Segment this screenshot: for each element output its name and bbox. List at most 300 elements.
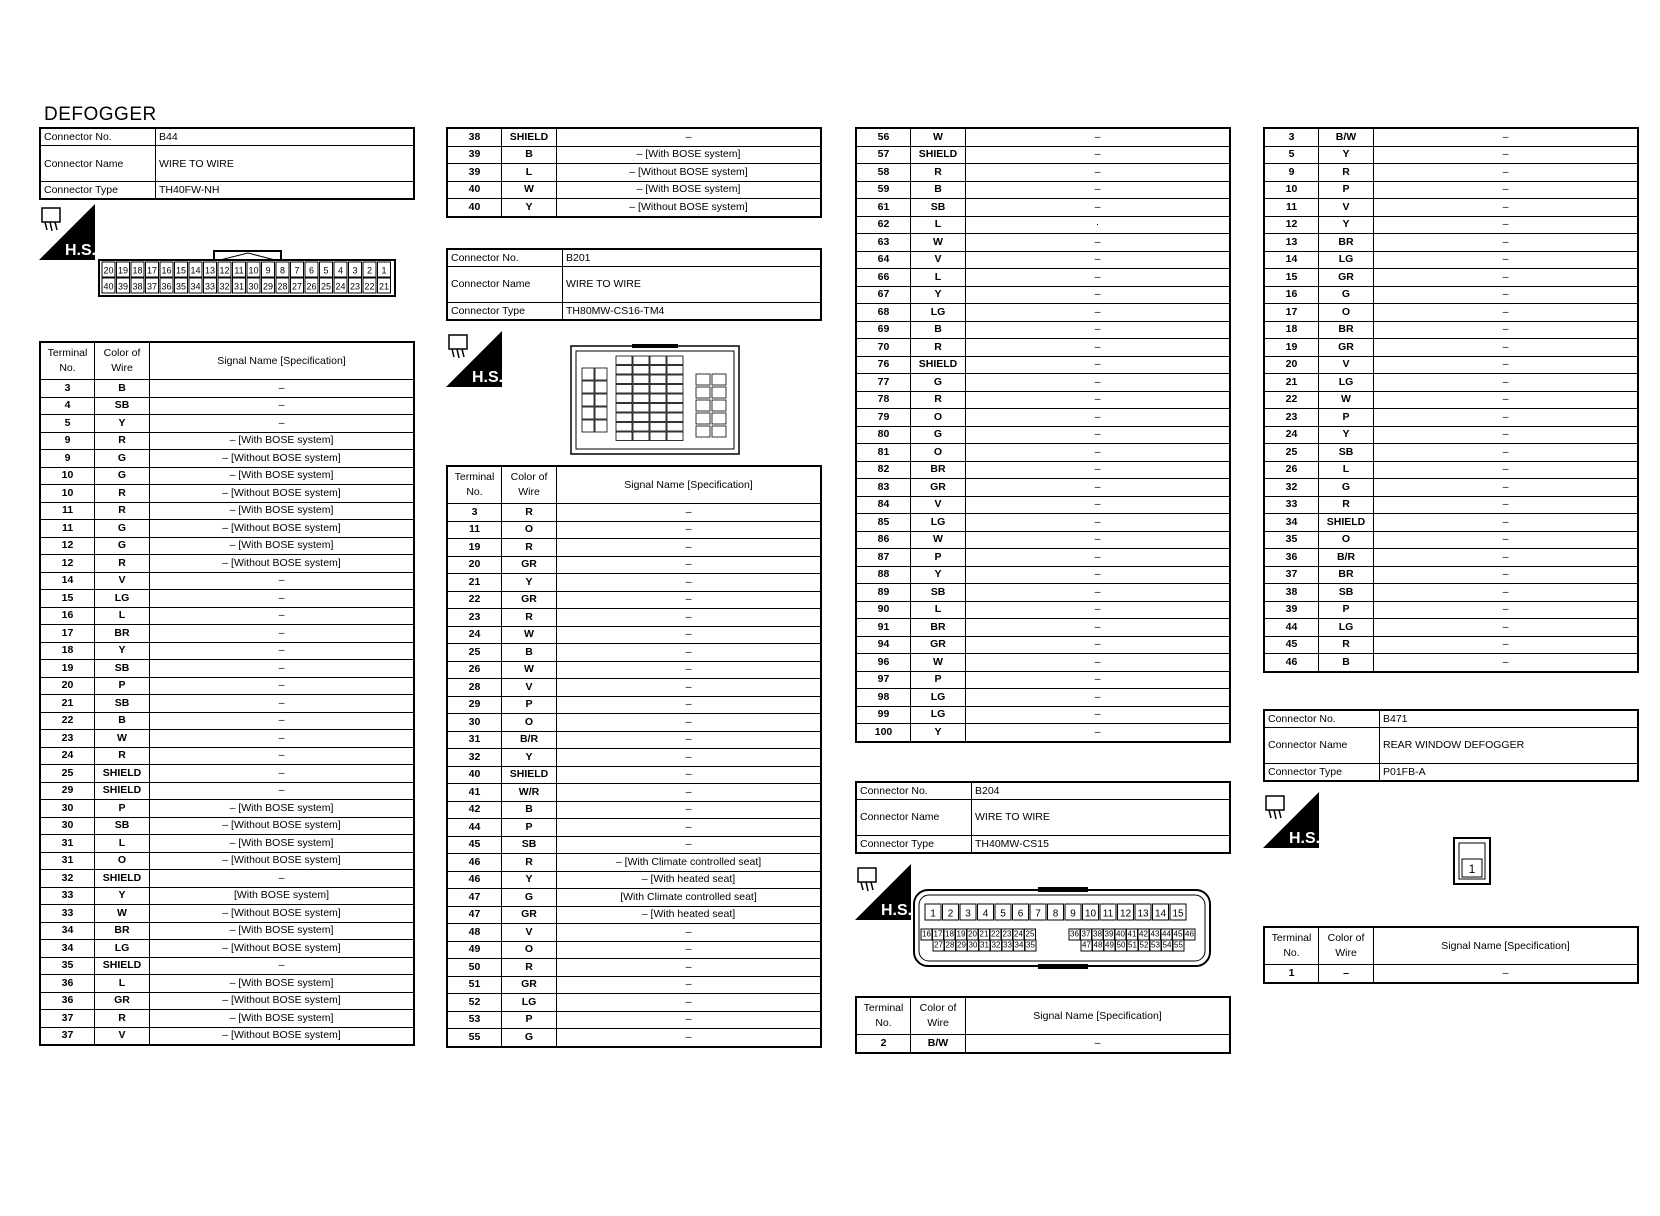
signal-name-cell: – [With BOSE system]	[150, 432, 415, 450]
signal-name-cell: –	[557, 504, 822, 522]
terminal-no-cell: 69	[856, 321, 911, 339]
terminal-no-cell: 86	[856, 531, 911, 549]
table-row	[40, 922, 414, 940]
terminal-no-cell: 81	[856, 444, 911, 462]
terminal-no-cell: 19	[447, 539, 502, 557]
table-row	[1264, 514, 1638, 532]
signal-name-cell: –	[1374, 409, 1639, 427]
cavity	[616, 375, 632, 384]
terminal-no-cell: 91	[856, 619, 911, 637]
signal-name-cell: –	[966, 304, 1231, 322]
pin-number: 13	[1137, 908, 1149, 920]
pin-number: 51	[1128, 940, 1137, 950]
wire-color-cell: Y	[502, 199, 557, 217]
wire-color-cell: B	[1319, 654, 1374, 672]
signal-name-cell: –	[557, 574, 822, 592]
table-row	[40, 520, 414, 538]
cavity	[667, 356, 683, 365]
table-row	[856, 409, 1230, 427]
wire-color-cell: L	[95, 835, 150, 853]
signal-name-cell: [With Climate controlled seat]	[557, 889, 822, 907]
signal-name-cell: – [With BOSE system]	[150, 1010, 415, 1028]
wire-color-cell: P	[1319, 601, 1374, 619]
table-row	[1264, 216, 1638, 234]
terminal-no-cell: 56	[856, 128, 911, 146]
signal-name-cell: –	[557, 128, 822, 146]
wire-color-cell: SHIELD	[95, 870, 150, 888]
terminal-no-cell: 16	[40, 607, 95, 625]
connector-type-label: Connector Type	[1264, 763, 1380, 781]
table-row	[1264, 654, 1638, 672]
table-row	[447, 801, 821, 819]
terminal-no-cell: 39	[447, 146, 502, 164]
wire-color-cell: BR	[1319, 234, 1374, 252]
table-row	[856, 531, 1230, 549]
wire-color-cell: V	[911, 251, 966, 269]
wire-color-cell: R	[911, 164, 966, 182]
pin-number: 18	[132, 265, 143, 276]
signal-name-cell: –	[966, 1035, 1231, 1053]
header-signal-name: Signal Name [Specification]	[966, 997, 1231, 1035]
cavity	[616, 356, 632, 365]
pin-number: 39	[117, 281, 129, 292]
wire-color-cell: L	[911, 601, 966, 619]
terminal-no-cell: 64	[856, 251, 911, 269]
connector-name-label: Connector Name	[447, 266, 563, 302]
wire-color-cell: G	[95, 467, 150, 485]
pin-number: 48	[1093, 940, 1103, 950]
pin-number: 46	[1185, 929, 1194, 939]
terminal-no-cell: 25	[447, 644, 502, 662]
table-row	[447, 1029, 821, 1047]
wire-color-cell: Y	[911, 724, 966, 742]
signal-name-cell: –	[966, 706, 1231, 724]
wire-color-cell: LG	[1319, 251, 1374, 269]
table-row	[1264, 269, 1638, 287]
terminal-no-cell: 46	[1264, 654, 1319, 672]
pin-number: 37	[146, 281, 158, 292]
wire-color-cell: L	[502, 164, 557, 182]
pin-number: 52	[1139, 940, 1149, 950]
wire-color-cell: GR	[502, 591, 557, 609]
connector-info-b204	[855, 781, 1231, 854]
pin-number: 8	[1052, 908, 1059, 920]
wire-color-cell: BR	[1319, 321, 1374, 339]
terminal-no-cell: 15	[1264, 269, 1319, 287]
terminal-no-cell: 34	[40, 940, 95, 958]
table-row	[1264, 164, 1638, 182]
signal-name-cell: –	[966, 636, 1231, 654]
cavity	[650, 375, 666, 384]
pin-number: 17	[146, 265, 158, 276]
wire-color-cell: B	[502, 644, 557, 662]
terminal-no-cell: 87	[856, 549, 911, 567]
column-4-terminal	[1263, 926, 1639, 984]
table-row	[1264, 619, 1638, 637]
wire-color-cell: Y	[95, 415, 150, 433]
pin-number: 14	[190, 265, 201, 276]
table-row	[40, 590, 414, 608]
pin-number: 7	[1035, 908, 1041, 920]
terminal-no-cell: 36	[40, 992, 95, 1010]
cavity	[650, 404, 666, 413]
wire-color-cell: O	[502, 714, 557, 732]
table-row	[40, 887, 414, 905]
wire-color-cell: SHIELD	[95, 957, 150, 975]
pin-number: 4	[982, 908, 989, 920]
terminal-no-cell: 36	[40, 975, 95, 993]
terminal-no-cell: 38	[447, 128, 502, 146]
header-signal-name: Signal Name [Specification]	[557, 466, 822, 504]
signal-name-cell: –	[966, 374, 1231, 392]
wire-color-cell: LG	[95, 940, 150, 958]
pin-number: 42	[1139, 929, 1148, 939]
terminal-no-cell: 31	[40, 852, 95, 870]
signal-name-cell: –	[557, 1011, 822, 1029]
table-row	[856, 339, 1230, 357]
table-row	[856, 181, 1230, 199]
table-row	[1264, 321, 1638, 339]
table-row	[447, 749, 821, 767]
pin-number: 13	[204, 265, 216, 276]
pin-number: 28	[945, 940, 955, 950]
wire-color-cell: R	[502, 959, 557, 977]
cavity	[582, 381, 594, 393]
signal-name-cell: – [Without BOSE system]	[150, 940, 415, 958]
signal-name-cell: –	[966, 251, 1231, 269]
terminal-no-cell: 68	[856, 304, 911, 322]
signal-name-cell: –	[966, 146, 1231, 164]
table-row	[40, 992, 414, 1010]
connector-info-b201	[446, 248, 822, 321]
wire-color-cell: W	[911, 234, 966, 252]
cavity	[582, 420, 594, 432]
signal-name-cell: –	[557, 644, 822, 662]
cavity	[582, 368, 594, 380]
terminal-no-cell: 66	[856, 269, 911, 287]
terminal-no-cell: 25	[40, 765, 95, 783]
table-row	[40, 695, 414, 713]
wire-color-cell: B	[502, 801, 557, 819]
signal-name-cell: – [With heated seat]	[557, 906, 822, 924]
signal-name-cell: –	[150, 660, 415, 678]
terminal-no-cell: 5	[40, 415, 95, 433]
wire-color-cell: Y	[95, 887, 150, 905]
pin-number: 25	[320, 281, 332, 292]
pin-number: 24	[335, 281, 346, 292]
terminal-no-cell: 63	[856, 234, 911, 252]
signal-name-cell: –	[1374, 181, 1639, 199]
signal-name-cell: – [Without BOSE system]	[150, 852, 415, 870]
table-row	[856, 234, 1230, 252]
wire-color-cell: GR	[911, 479, 966, 497]
wire-color-cell: W	[911, 128, 966, 146]
wire-color-cell: BR	[1319, 566, 1374, 584]
wire-color-cell: GR	[1319, 339, 1374, 357]
wire-color-cell: R	[502, 609, 557, 627]
wire-color-cell: W	[502, 626, 557, 644]
signal-name-cell: –	[150, 625, 415, 643]
terminal-no-cell: 12	[40, 537, 95, 555]
pin-number: 40	[103, 281, 114, 292]
terminal-no-cell: 90	[856, 601, 911, 619]
connector-name-value: REAR WINDOW DEFOGGER	[1380, 727, 1639, 763]
terminal-no-cell: 83	[856, 479, 911, 497]
signal-name-cell: –	[1374, 356, 1639, 374]
signal-name-cell: –	[966, 654, 1231, 672]
terminal-no-cell: 85	[856, 514, 911, 532]
signal-name-cell: –	[557, 591, 822, 609]
terminal-no-cell: 22	[40, 712, 95, 730]
signal-name-cell: – [With BOSE system]	[150, 502, 415, 520]
terminal-no-cell: 23	[1264, 409, 1319, 427]
pin-number: 36	[1070, 929, 1079, 939]
terminal-no-cell: 31	[40, 835, 95, 853]
wire-color-cell: B/R	[502, 731, 557, 749]
table-row	[447, 976, 821, 994]
pin-number: 9	[265, 265, 271, 276]
terminal-no-cell: 61	[856, 199, 911, 217]
signal-name-cell: –	[557, 766, 822, 784]
signal-name-cell: – [With heated seat]	[557, 871, 822, 889]
terminal-no-cell: 45	[447, 836, 502, 854]
wire-color-cell: G	[95, 450, 150, 468]
terminal-no-cell: 46	[447, 854, 502, 872]
terminal-no-cell: 99	[856, 706, 911, 724]
wire-color-cell: GR	[502, 976, 557, 994]
connector-diagram-b201	[570, 344, 742, 463]
wire-color-cell: O	[911, 409, 966, 427]
wire-color-cell: Y	[502, 871, 557, 889]
signal-name-cell: –	[1374, 199, 1639, 217]
signal-name-cell: –	[966, 128, 1231, 146]
wire-color-cell: V	[911, 496, 966, 514]
pin-number: 20	[103, 265, 114, 276]
table-row	[447, 766, 821, 784]
wire-color-cell: R	[95, 432, 150, 450]
wire-color-cell: SB	[1319, 444, 1374, 462]
pin-number: 16	[161, 265, 172, 276]
wire-color-cell: V	[95, 572, 150, 590]
terminal-no-cell: 21	[1264, 374, 1319, 392]
wire-color-cell: Y	[1319, 146, 1374, 164]
wire-color-cell: R	[1319, 164, 1374, 182]
signal-name-cell: –	[150, 765, 415, 783]
cavity	[667, 394, 683, 403]
terminal-no-cell: 23	[40, 730, 95, 748]
terminal-no-cell: 37	[1264, 566, 1319, 584]
terminal-no-cell: 49	[447, 941, 502, 959]
table-row	[1264, 636, 1638, 654]
pin-number: 3	[352, 265, 358, 276]
signal-name-cell: –	[150, 607, 415, 625]
signal-name-cell: – [Without BOSE system]	[150, 555, 415, 573]
wire-color-cell: G	[1319, 479, 1374, 497]
pin-number: 47	[1082, 940, 1091, 950]
page-title: DEFOGGER	[44, 104, 157, 125]
connector-type-value: TH40MW-CS15	[972, 835, 1231, 853]
terminal-no-cell: 67	[856, 286, 911, 304]
connector-name-label: Connector Name	[1264, 727, 1380, 763]
table-row	[1264, 965, 1638, 983]
pin-number: 1	[381, 265, 387, 276]
wire-color-cell: BR	[911, 461, 966, 479]
table-row	[856, 146, 1230, 164]
svg-text:H.S.: H.S.	[472, 369, 502, 386]
cavity	[633, 423, 649, 432]
terminal-no-cell: 70	[856, 339, 911, 357]
pin-number: 53	[1151, 940, 1160, 950]
signal-name-cell: –	[150, 712, 415, 730]
signal-name-cell: –	[966, 689, 1231, 707]
terminal-no-cell: 100	[856, 724, 911, 742]
wire-color-cell: W	[1319, 391, 1374, 409]
table-row	[856, 128, 1230, 146]
signal-name-cell: –	[1374, 636, 1639, 654]
wire-color-cell: R	[95, 485, 150, 503]
signal-name-cell: –	[1374, 584, 1639, 602]
signal-name-cell: –	[1374, 321, 1639, 339]
signal-name-cell: –	[557, 626, 822, 644]
terminal-table-b204	[855, 996, 1231, 1054]
table-row	[40, 660, 414, 678]
terminal-no-cell: 47	[447, 889, 502, 907]
wire-color-cell: B/W	[911, 1035, 966, 1053]
signal-name-cell: –	[150, 572, 415, 590]
connector-no-value: B204	[972, 782, 1231, 800]
wire-color-cell: V	[502, 679, 557, 697]
table-row	[856, 304, 1230, 322]
wire-color-cell: Y	[502, 749, 557, 767]
cavity	[582, 407, 594, 419]
connector-no-label: Connector No.	[447, 249, 563, 267]
terminal-no-cell: 20	[1264, 356, 1319, 374]
terminal-no-cell: 80	[856, 426, 911, 444]
table-row	[1264, 251, 1638, 269]
wire-color-cell: Y	[1319, 216, 1374, 234]
connector-diagram-b204	[912, 886, 1214, 975]
wire-color-cell: SHIELD	[95, 765, 150, 783]
terminal-no-cell: 25	[1264, 444, 1319, 462]
terminal-no-cell: 14	[1264, 251, 1319, 269]
wire-color-cell: W	[95, 730, 150, 748]
table-row	[447, 714, 821, 732]
wire-color-cell: P	[502, 696, 557, 714]
pin-number: 3	[965, 908, 971, 920]
cavity	[650, 432, 666, 441]
cavity	[616, 366, 632, 375]
pin-number: 50	[1116, 940, 1126, 950]
signal-name-cell: –	[557, 749, 822, 767]
table-row	[447, 591, 821, 609]
pin-number: 39	[1104, 929, 1114, 939]
wire-color-cell: O	[502, 941, 557, 959]
table-row	[447, 556, 821, 574]
signal-name-cell: –	[966, 339, 1231, 357]
table-row	[856, 1035, 1230, 1053]
signal-name-cell: –	[966, 426, 1231, 444]
pin-number: 43	[1150, 929, 1160, 939]
terminal-no-cell: 23	[447, 609, 502, 627]
header-signal-name: Signal Name [Specification]	[150, 342, 415, 380]
signal-name-cell: –	[557, 696, 822, 714]
signal-name-cell: –	[1374, 269, 1639, 287]
wire-color-cell: O	[911, 444, 966, 462]
signal-name-cell: –	[966, 444, 1231, 462]
cavity	[696, 387, 710, 398]
pin-number: 22	[364, 281, 375, 292]
signal-name-cell: – [Without BOSE system]	[557, 199, 822, 217]
signal-name-cell: –	[966, 514, 1231, 532]
terminal-no-cell: 10	[40, 467, 95, 485]
pin-number: 22	[991, 929, 1000, 939]
signal-name-cell: –	[1374, 531, 1639, 549]
table-row	[856, 164, 1230, 182]
signal-name-cell: –	[557, 924, 822, 942]
pin-number: 11	[1102, 908, 1114, 920]
table-row	[40, 432, 414, 450]
signal-name-cell: –	[150, 397, 415, 415]
wire-color-cell: LG	[911, 689, 966, 707]
terminal-no-cell: 40	[447, 181, 502, 199]
signal-name-cell: –	[1374, 234, 1639, 252]
terminal-no-cell: 24	[40, 747, 95, 765]
connector-name-label: Connector Name	[856, 799, 972, 835]
table-row	[1264, 479, 1638, 497]
wire-color-cell: O	[95, 852, 150, 870]
terminal-no-cell: 20	[447, 556, 502, 574]
wire-color-cell: GR	[1319, 269, 1374, 287]
table-row	[1264, 128, 1638, 146]
column-1-terminal	[39, 341, 415, 1046]
wire-color-cell: R	[1319, 636, 1374, 654]
table-row	[1264, 409, 1638, 427]
cavity	[616, 413, 632, 422]
signal-name-cell: –	[557, 521, 822, 539]
table-row	[1264, 531, 1638, 549]
signal-name-cell: –	[966, 356, 1231, 374]
signal-name-cell: [With BOSE system]	[150, 887, 415, 905]
wire-color-cell: GR	[502, 906, 557, 924]
pin-number: 14	[1154, 908, 1167, 920]
cavity	[650, 385, 666, 394]
terminal-no-cell: 3	[447, 504, 502, 522]
terminal-no-cell: 39	[447, 164, 502, 182]
terminal-no-cell: 38	[1264, 584, 1319, 602]
wire-color-cell: B	[95, 712, 150, 730]
table-row	[856, 671, 1230, 689]
wire-color-cell: W	[911, 531, 966, 549]
terminal-no-cell: 11	[40, 502, 95, 520]
pin-number: 15	[1172, 908, 1184, 920]
pin-number: 5	[1000, 908, 1006, 920]
signal-name-cell: –	[1374, 304, 1639, 322]
cavity	[633, 366, 649, 375]
signal-name-cell: – [With BOSE system]	[150, 537, 415, 555]
pin-number: 15	[175, 265, 187, 276]
wire-color-cell: Y	[911, 566, 966, 584]
terminal-no-cell: 96	[856, 654, 911, 672]
wire-color-cell: LG	[911, 304, 966, 322]
pin-number: 8	[279, 265, 286, 276]
cavity	[696, 413, 710, 424]
pin-number: 38	[1093, 929, 1102, 939]
terminal-no-cell: 84	[856, 496, 911, 514]
table-row	[856, 356, 1230, 374]
table-row	[40, 485, 414, 503]
table-row	[856, 374, 1230, 392]
svg-text:1: 1	[1468, 862, 1476, 876]
